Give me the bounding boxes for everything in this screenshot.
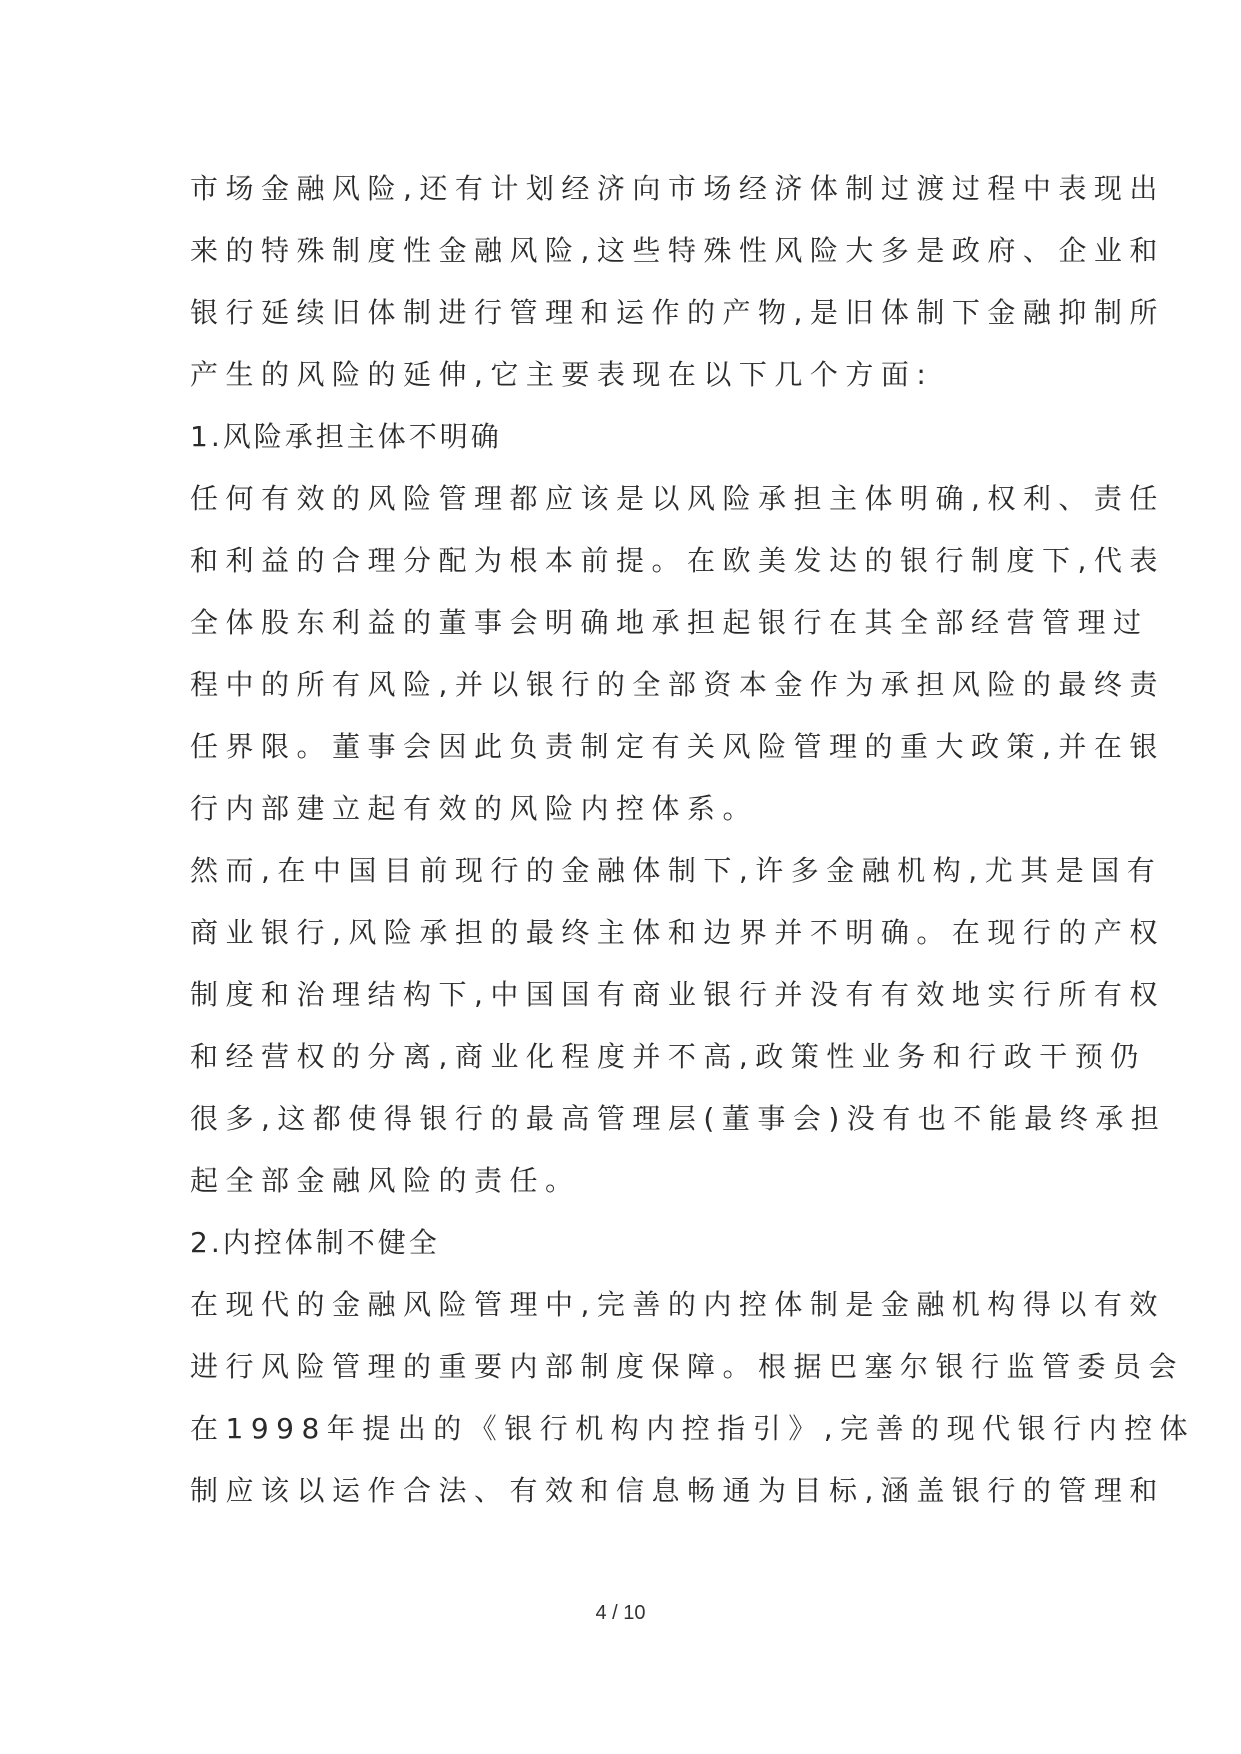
text-line: 产生的风险的延伸,它主要表现在以下几个方面: [190,358,934,391]
text-line: 来的特殊制度性金融风险,这些特殊性风险大多是政府、企业和 [190,234,1165,267]
text-line: 程中的所有风险,并以银行的全部资本金作为承担风险的最终责 [190,668,1165,701]
text-line: 和经营权的分离,商业化程度并不高,政策性业务和行政干预仍 [190,1040,1146,1073]
text-line: 和利益的合理分配为根本前提。在欧美发达的银行制度下,代表 [190,544,1165,577]
text-line: 行内部建立起有效的风险内控体系。 [190,792,759,825]
text-line: 任何有效的风险管理都应该是以风险承担主体明确,权利、责任 [190,482,1165,515]
text-line: 在现代的金融风险管理中,完善的内控体制是金融机构得以有效 [190,1288,1165,1321]
text-line: 制度和治理结构下,中国国有商业银行并没有有效地实行所有权 [190,978,1165,1011]
text-line: 银行延续旧体制进行管理和运作的产物,是旧体制下金融抑制所 [190,296,1165,329]
section-heading: 2.内控体制不健全 [190,1226,440,1259]
text-line: 进行风险管理的重要内部制度保障。根据巴塞尔银行监管委员会 [190,1350,1185,1383]
page-number: 4 / 10 [595,1602,646,1624]
text-line: 起全部金融风险的责任。 [190,1164,581,1197]
text-line: 很多,这都使得银行的最高管理层(董事会)没有也不能最终承担 [190,1102,1167,1135]
text-line: 然而,在中国目前现行的金融体制下,许多金融机构,尤其是国有 [190,854,1163,887]
text-line: 制应该以运作合法、有效和信息畅通为目标,涵盖银行的管理和 [190,1474,1165,1507]
section-heading: 1.风险承担主体不明确 [190,420,502,453]
body-text [190,158,1196,1522]
text-line: 商业银行,风险承担的最终主体和边界并不明确。在现行的产权 [190,916,1165,949]
text-line: 全体股东利益的董事会明确地承担起银行在其全部经营管理过 [190,606,1149,639]
text-line: 在1998年提出的《银行机构内控指引》,完善的现代银行内控体 [190,1412,1196,1445]
text-line: 市场金融风险,还有计划经济向市场经济体制过渡过程中表现出 [190,172,1165,205]
text-line: 任界限。董事会因此负责制定有关风险管理的重大政策,并在银 [190,730,1165,763]
